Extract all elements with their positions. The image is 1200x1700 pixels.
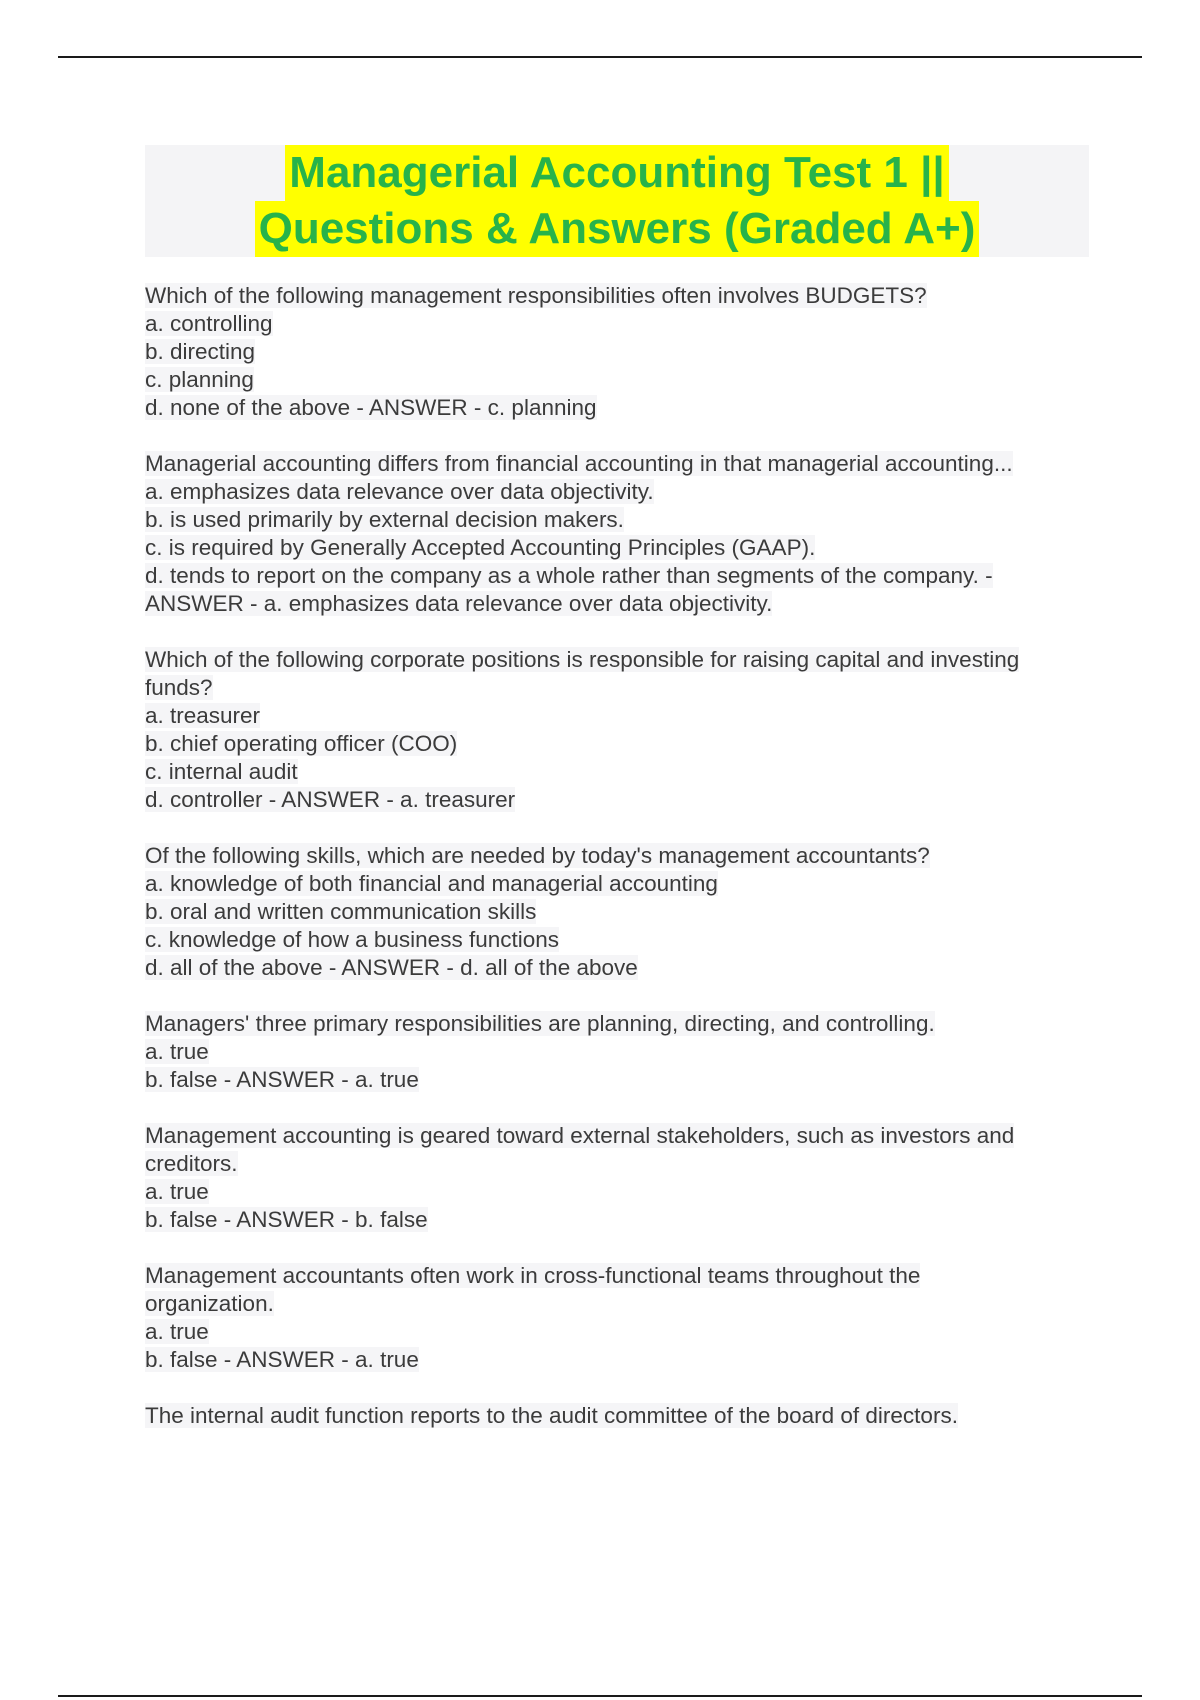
question-text: Which of the following corporate positions is responsible for raising capital and investing (145, 647, 1020, 672)
question-block (145, 1262, 1095, 1374)
option: a. true (145, 1039, 209, 1064)
question-text-cont: organization. (145, 1291, 274, 1316)
option: c. knowledge of how a business functions (145, 927, 559, 952)
question-block (145, 1010, 1095, 1094)
option: b. is used primarily by external decision makers. (145, 507, 624, 532)
question-text: Which of the following management responsibilities often involves BUDGETS? (145, 283, 927, 308)
option: a. true (145, 1319, 209, 1344)
bottom-rule (58, 1695, 1142, 1697)
option-with-answer: b. false - ANSWER - a. true (145, 1067, 419, 1092)
document-title (145, 145, 1089, 257)
option: d. tends to report on the company as a whole rather than segments of the company. - (145, 563, 993, 588)
option: c. is required by Generally Accepted Accounting Principles (GAAP). (145, 535, 816, 560)
option: a. knowledge of both financial and managerial accounting (145, 871, 718, 896)
question-text: Managerial accounting differs from financial accounting in that managerial accounting... (145, 451, 1013, 476)
title-line-1: Managerial Accounting Test 1 || (285, 145, 948, 201)
question-block (145, 282, 1095, 422)
top-rule (58, 56, 1142, 58)
question-block (145, 842, 1095, 982)
question-block (145, 1402, 1095, 1430)
question-block (145, 1122, 1095, 1234)
option: a. emphasizes data relevance over data objectivity. (145, 479, 654, 504)
option: b. oral and written communication skills (145, 899, 537, 924)
option: a. true (145, 1179, 209, 1204)
option-with-answer: d. controller - ANSWER - a. treasurer (145, 787, 516, 812)
option-with-answer: b. false - ANSWER - a. true (145, 1347, 419, 1372)
option: a. controlling (145, 311, 273, 336)
question-text: The internal audit function reports to the audit committee of the board of directors. (145, 1403, 958, 1428)
title-line-2: Questions & Answers (Graded A+) (255, 201, 980, 257)
document-body (145, 282, 1095, 1458)
option-with-answer: d. none of the above - ANSWER - c. planning (145, 395, 597, 420)
option-with-answer: d. all of the above - ANSWER - d. all of the above (145, 955, 638, 980)
question-block (145, 646, 1095, 814)
question-text-cont: creditors. (145, 1151, 238, 1176)
question-text: Of the following skills, which are needed by today's management accountants? (145, 843, 930, 868)
option: c. planning (145, 367, 254, 392)
option: b. directing (145, 339, 256, 364)
question-text: Management accounting is geared toward external stakeholders, such as investors and (145, 1123, 1015, 1148)
question-text: Managers' three primary responsibilities are planning, directing, and controlling. (145, 1011, 935, 1036)
option: c. internal audit (145, 759, 298, 784)
question-text: Management accountants often work in cross-functional teams throughout the (145, 1263, 921, 1288)
question-block (145, 450, 1095, 618)
option: a. treasurer (145, 703, 261, 728)
option-with-answer: b. false - ANSWER - b. false (145, 1207, 428, 1232)
question-text-cont: funds? (145, 675, 213, 700)
answer-line: ANSWER - a. emphasizes data relevance over data objectivity. (145, 591, 773, 616)
option: b. chief operating officer (COO) (145, 731, 458, 756)
